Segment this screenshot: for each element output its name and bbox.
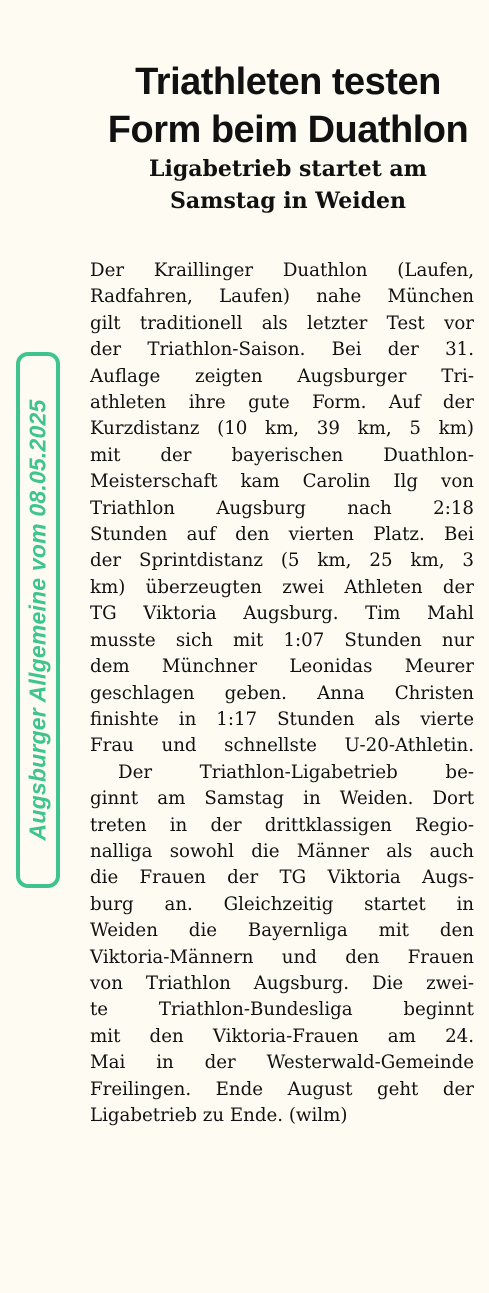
text-line: Frau und schnellste U-20-Athletin.: [90, 735, 474, 757]
text-line: Viktoria-Männern und den Frauen: [90, 946, 474, 968]
text-line: Mai in der Westerwald-Gemeinde: [90, 1052, 474, 1074]
article-headline: [88, 58, 488, 154]
text-line: dem Münchner Leonidas Meurer: [90, 656, 474, 678]
text-line: gilt traditionell als letzter Test vor: [90, 312, 474, 334]
text-line: treten in der drittklassigen Regio-: [90, 814, 474, 836]
text-line: Radfahren, Laufen) nahe München: [90, 286, 474, 308]
text-line: Stunden auf den vierten Platz. Bei: [90, 524, 474, 546]
text-line: der Sprintdistanz (5 km, 25 km, 3: [90, 550, 474, 572]
text-line: musste sich mit 1:07 Stunden nur: [90, 629, 474, 651]
text-line: mit der bayerischen Duathlon-: [90, 444, 474, 466]
text-line: Weiden die Bayernliga mit den: [90, 920, 474, 942]
text-line: Meisterschaft kam Carolin Ilg von: [90, 471, 474, 493]
headline-line: Form beim Duathlon: [107, 109, 469, 151]
text-line: Auflage zeigten Augsburger Tri-: [90, 365, 474, 387]
text-line: TG Viktoria Augsburg. Tim Mahl: [90, 603, 474, 625]
subheadline-line: Ligabetrieb startet am: [149, 156, 427, 182]
text-line: Ligabetrieb zu Ende. (wilm): [90, 1105, 348, 1126]
article-subheadline: [88, 153, 488, 217]
paragraph-2: [90, 760, 474, 1130]
text-line: der Triathlon-Saison. Bei der 31.: [90, 339, 474, 361]
text-line: die Frauen der TG Viktoria Augs-: [90, 867, 474, 889]
paragraph-1: [90, 258, 474, 760]
text-line: km) überzeugten zwei Athleten der: [90, 576, 474, 598]
text-line: Triathlon Augsburg nach 2:18: [90, 497, 474, 519]
text-line: mit den Viktoria-Frauen am 24.: [90, 1025, 474, 1047]
text-line: te Triathlon-Bundesliga beginnt: [90, 999, 474, 1021]
text-line: geschlagen geben. Anna Christen: [90, 682, 474, 704]
source-stamp: [16, 352, 60, 888]
text-line: Freilingen. Ende August geht der: [90, 1078, 474, 1100]
subheadline-line: Samstag in Weiden: [170, 188, 406, 214]
text-line: Kurzdistanz (10 km, 39 km, 5 km): [90, 418, 474, 440]
text-line: ginnt am Samstag in Weiden. Dort: [90, 788, 474, 810]
text-line: von Triathlon Augsburg. Die zwei-: [90, 972, 474, 994]
headline-line: Triathleten testen: [135, 61, 441, 103]
text-line: athleten ihre gute Form. Auf der: [90, 392, 474, 414]
text-line: burg an. Gleichzeitig startet in: [90, 893, 474, 915]
text-line: Der Triathlon-Ligabetrieb be-: [118, 761, 474, 783]
text-line: finishte in 1:17 Stunden als vierte: [90, 708, 474, 730]
text-line: nalliga sowohl die Männer als auch: [90, 840, 474, 862]
article-body: [90, 258, 474, 1129]
source-stamp-text: Augsburger Allgemeine vom 08.05.2025: [24, 399, 51, 841]
text-line: Der Kraillinger Duathlon (Laufen,: [90, 260, 474, 281]
